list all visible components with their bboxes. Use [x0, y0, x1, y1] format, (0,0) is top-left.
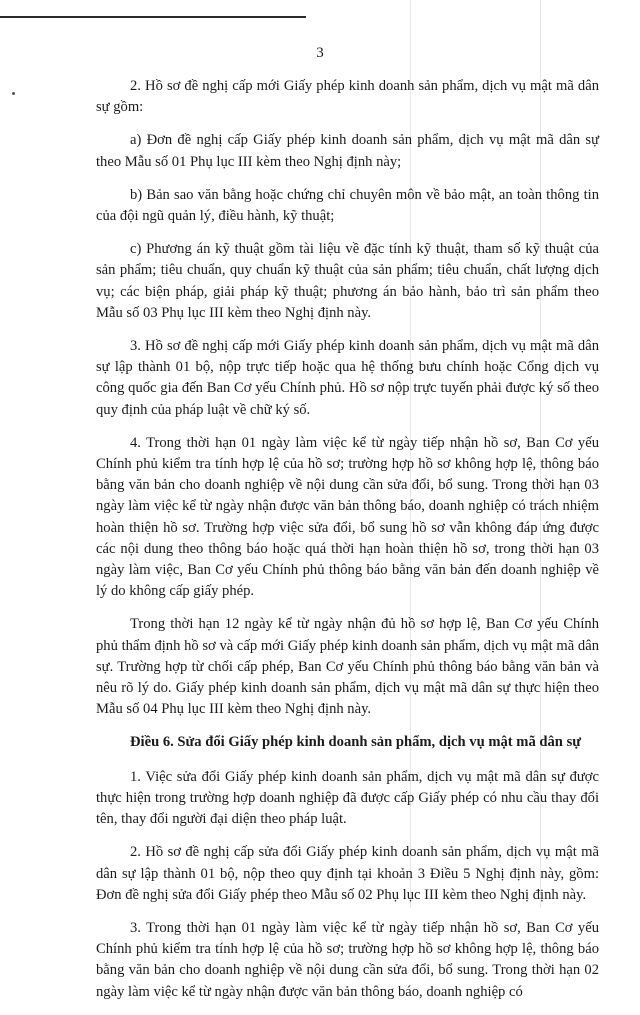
scan-speck: [12, 92, 15, 95]
top-rule: [0, 16, 306, 18]
paragraph: a) Đơn đề nghị cấp Giấy phép kinh doanh sản phẩm, dịch vụ mật mã dân sự theo Mẫu số 01 Phụ lục III kèm theo Nghị định này;: [96, 132, 599, 170]
paragraph: 2. Hồ sơ đề nghị cấp mới Giấy phép kinh doanh sản phẩm, dịch vụ mật mã dân sự gồm:: [96, 78, 599, 116]
page-number: 3: [316, 45, 324, 61]
paragraph: 3. Trong thời hạn 01 ngày làm việc kể từ ngày tiếp nhận hồ sơ, Ban Cơ yếu Chính phủ kiểm tra tính hợp lệ của hồ sơ; trường hợp hồ sơ không hợp lệ, thông báo bằng văn bản cho doanh nghiệp về nội dung cần sửa đổi, bổ sung. Trong thời hạn 02 ngày làm việc kể từ ngày nhận được văn bản thông báo, doanh nghiệp có: [96, 919, 599, 1000]
paragraph: c) Phương án kỹ thuật gồm tài liệu về đặc tính kỹ thuật, tham số kỹ thuật của sản phẩm; tiêu chuẩn, quy chuẩn kỹ thuật của sản phẩm; tiêu chuẩn, chất lượng dịch vụ; các biện pháp, giải pháp kỹ thuật; phương án bảo hành, bảo trì sản phẩm theo Mẫu số 03 Phụ lục III kèm theo Nghị định này.: [96, 241, 599, 321]
paragraph: 3. Hồ sơ đề nghị cấp mới Giấy phép kinh doanh sản phẩm, dịch vụ mật mã dân sự lập thành 01 bộ, nộp trực tiếp hoặc qua hệ thống bưu chính hoặc Cổng dịch vụ công quốc gia đến Ban Cơ yếu Chính phủ. Hồ sơ nộp trực tuyến phải được ký số theo quy định của pháp luật về chữ ký số.: [96, 338, 599, 418]
document-body: [96, 76, 599, 1015]
paragraph: 4. Trong thời hạn 01 ngày làm việc kể từ ngày tiếp nhận hồ sơ, Ban Cơ yếu Chính phủ kiểm tra tính hợp lệ của hồ sơ; trường hợp hồ sơ không hợp lệ, thông báo bằng văn bản cho doanh nghiệp về nội dung cần sửa đổi, bổ sung. Trong thời hạn 03 ngày làm việc kể từ ngày nhận được văn bản thông báo, doanh nghiệp có trách nhiệm hoàn thiện hồ sơ. Trường hợp việc sửa đổi, bổ sung hồ sơ vẫn không đáp ứng được các nội dung theo thông báo hoặc quá thời hạn hoàn thiện hồ sơ, trong thời hạn 03 ngày làm việc, Ban Cơ yếu Chính phủ thông báo bằng văn bản đến doanh nghiệp về lý do không cấp giấy phép.: [96, 434, 599, 600]
article-heading: Điều 6. Sửa đổi Giấy phép kinh doanh sản phẩm, dịch vụ mật mã dân sự: [130, 734, 582, 751]
paragraph: Trong thời hạn 12 ngày kể từ ngày nhận đủ hồ sơ hợp lệ, Ban Cơ yếu Chính phủ thẩm định hồ sơ và cấp mới Giấy phép kinh doanh sản phẩm, dịch vụ mật mã dân sự. Trường hợp từ chối cấp phép, Ban Cơ yếu Chính phủ thông báo bằng văn bản và nêu rõ lý do. Giấy phép kinh doanh sản phẩm, dịch vụ mật mã dân sự thực hiện theo Mẫu số 04 Phụ lục III kèm theo Nghị định này.: [96, 616, 599, 718]
paragraph: 1. Việc sửa đổi Giấy phép kinh doanh sản phẩm, dịch vụ mật mã dân sự được thực hiện trong trường hợp doanh nghiệp đã được cấp Giấy phép có nhu cầu thay đổi tên, thay đổi người đại diện theo pháp luật.: [96, 768, 599, 828]
paragraph: b) Bản sao văn bằng hoặc chứng chỉ chuyên môn về bảo mật, an toàn thông tin của đội ngũ quản lý, điều hành, kỹ thuật;: [96, 186, 599, 225]
paragraph: 2. Hồ sơ đề nghị cấp sửa đổi Giấy phép kinh doanh sản phẩm, dịch vụ mật mã dân sự lập thành 01 bộ, nộp theo quy định tại khoản 3 Điều 5 Nghị định này, gồm: Đơn đề nghị sửa đổi Giấy phép theo Mẫu số 02 Phụ lục III kèm theo Nghị định này.: [96, 844, 599, 903]
